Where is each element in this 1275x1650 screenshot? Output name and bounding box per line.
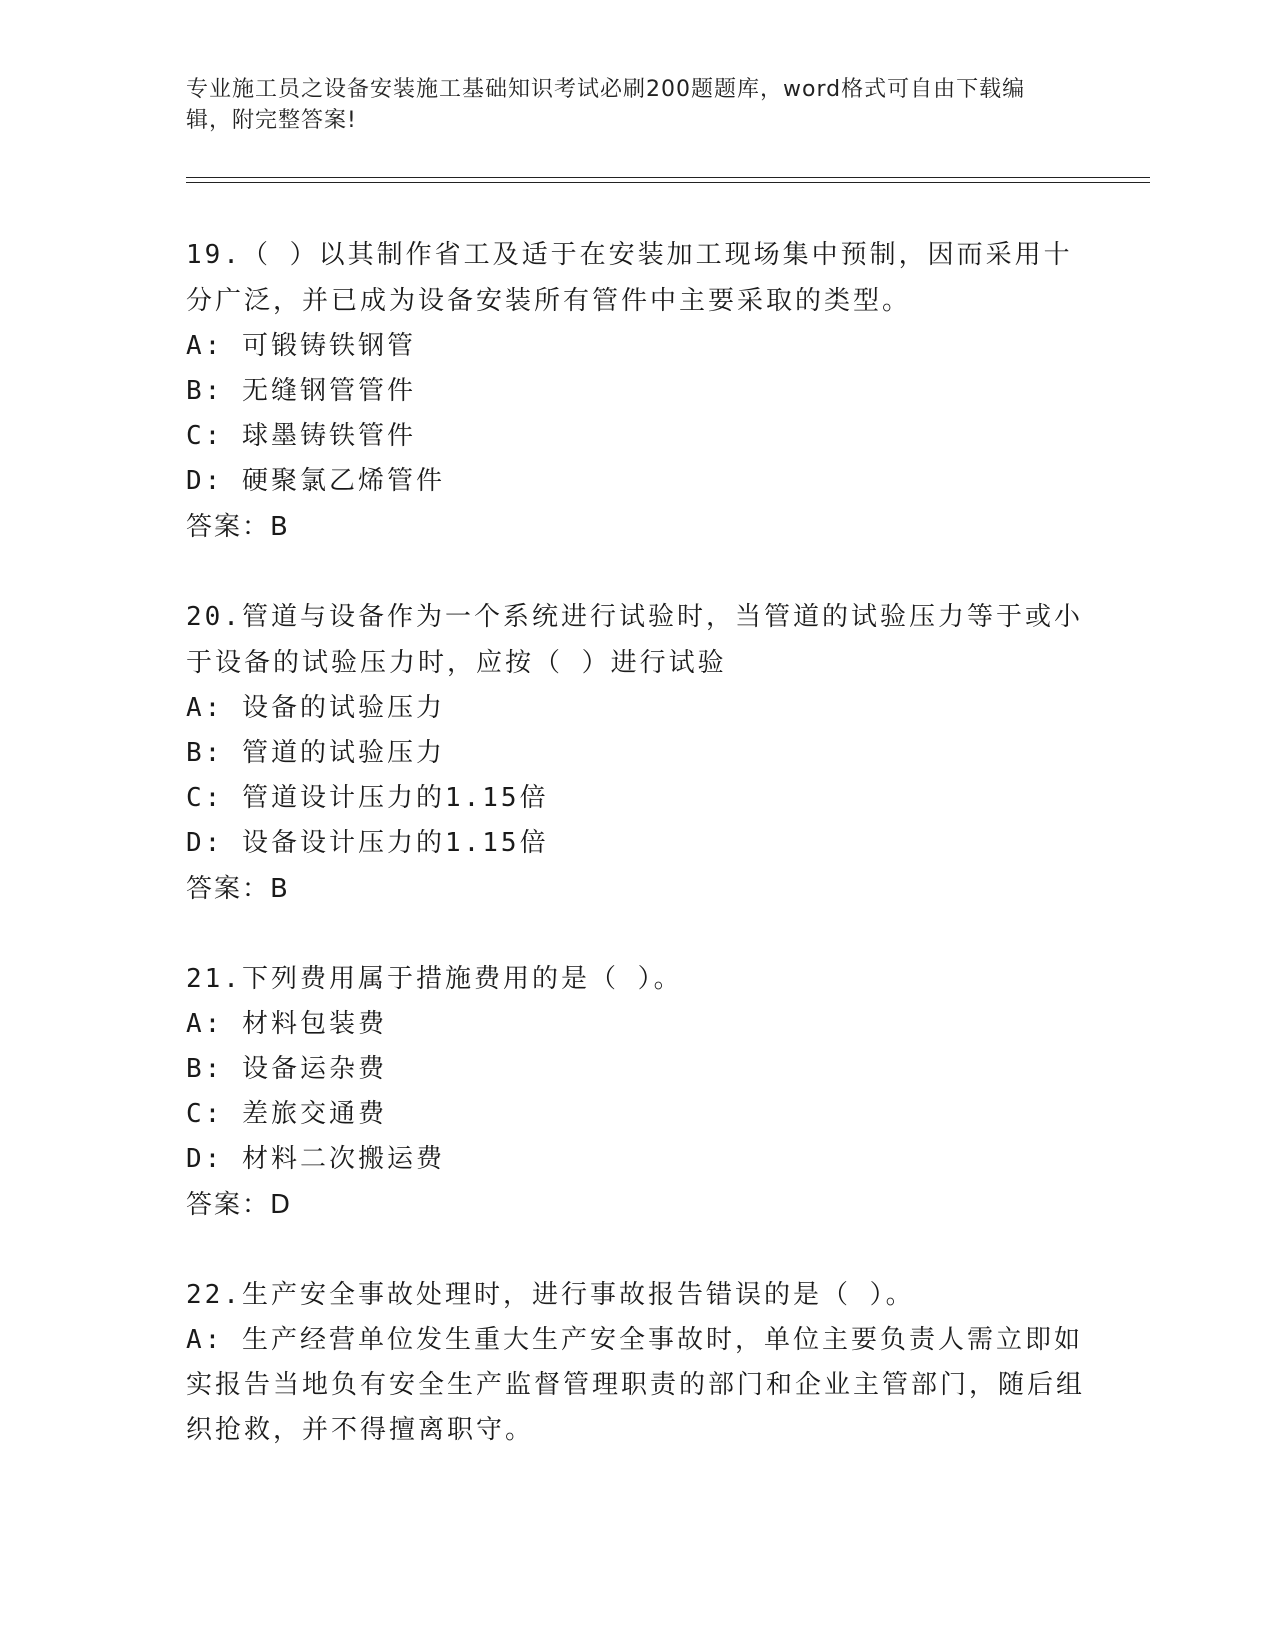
- option-c: C: 差旅交通费: [186, 1099, 387, 1129]
- option-b: B: 无缝钢管管件: [186, 376, 416, 406]
- question-stem: 20.管道与设备作为一个系统进行试验时，当管道的试验压力等于或小于设备的试验压力时，应按（ ）进行试验: [186, 602, 1083, 678]
- question-list: [186, 232, 1086, 1497]
- header-divider-bottom: [186, 182, 1150, 183]
- option-c: C: 球墨铸铁管件: [186, 421, 416, 451]
- question-stem: 22.生产安全事故处理时，进行事故报告错误的是（ ）。: [186, 1280, 915, 1310]
- header-divider-top: [186, 177, 1150, 178]
- option-d: D: 材料二次搬运费: [186, 1144, 445, 1174]
- option-b: B: 设备运杂费: [186, 1054, 387, 1084]
- answer-line: 答案：B: [186, 874, 290, 904]
- document-header: 专业施工员之设备安装施工基础知识考试必刷200题题库，word格式可自由下载编辑，附完整答案!: [186, 77, 1026, 133]
- option-a: A: 可锻铸铁钢管: [186, 331, 416, 361]
- option-b: B: 管道的试验压力: [186, 738, 445, 768]
- option-d: D: 硬聚氯乙烯管件: [186, 466, 445, 496]
- option-a: A: 材料包装费: [186, 1009, 387, 1039]
- question-stem: 21.下列费用属于措施费用的是（ ）。: [186, 964, 683, 994]
- option-d: D: 设备设计压力的1.15倍: [186, 828, 549, 858]
- option-a: A: 设备的试验压力: [186, 693, 445, 723]
- question-20: [186, 594, 1086, 912]
- question-21: [186, 956, 1086, 1228]
- answer-line: 答案：B: [186, 512, 290, 542]
- question-stem: 19.（ ）以其制作省工及适于在安装加工现场集中预制，因而采用十分广泛，并已成为设备安装所有管件中主要采取的类型。: [186, 240, 1073, 316]
- option-a: A: 生产经营单位发生重大生产安全事故时，单位主要负责人需立即如实报告当地负有安全生产监督管理职责的部门和企业主管部门，随后组织抢救，并不得擅离职守。: [186, 1325, 1086, 1445]
- question-19: [186, 232, 1086, 550]
- question-22: [186, 1272, 1086, 1453]
- option-c: C: 管道设计压力的1.15倍: [186, 783, 549, 813]
- answer-line: 答案：D: [186, 1190, 293, 1220]
